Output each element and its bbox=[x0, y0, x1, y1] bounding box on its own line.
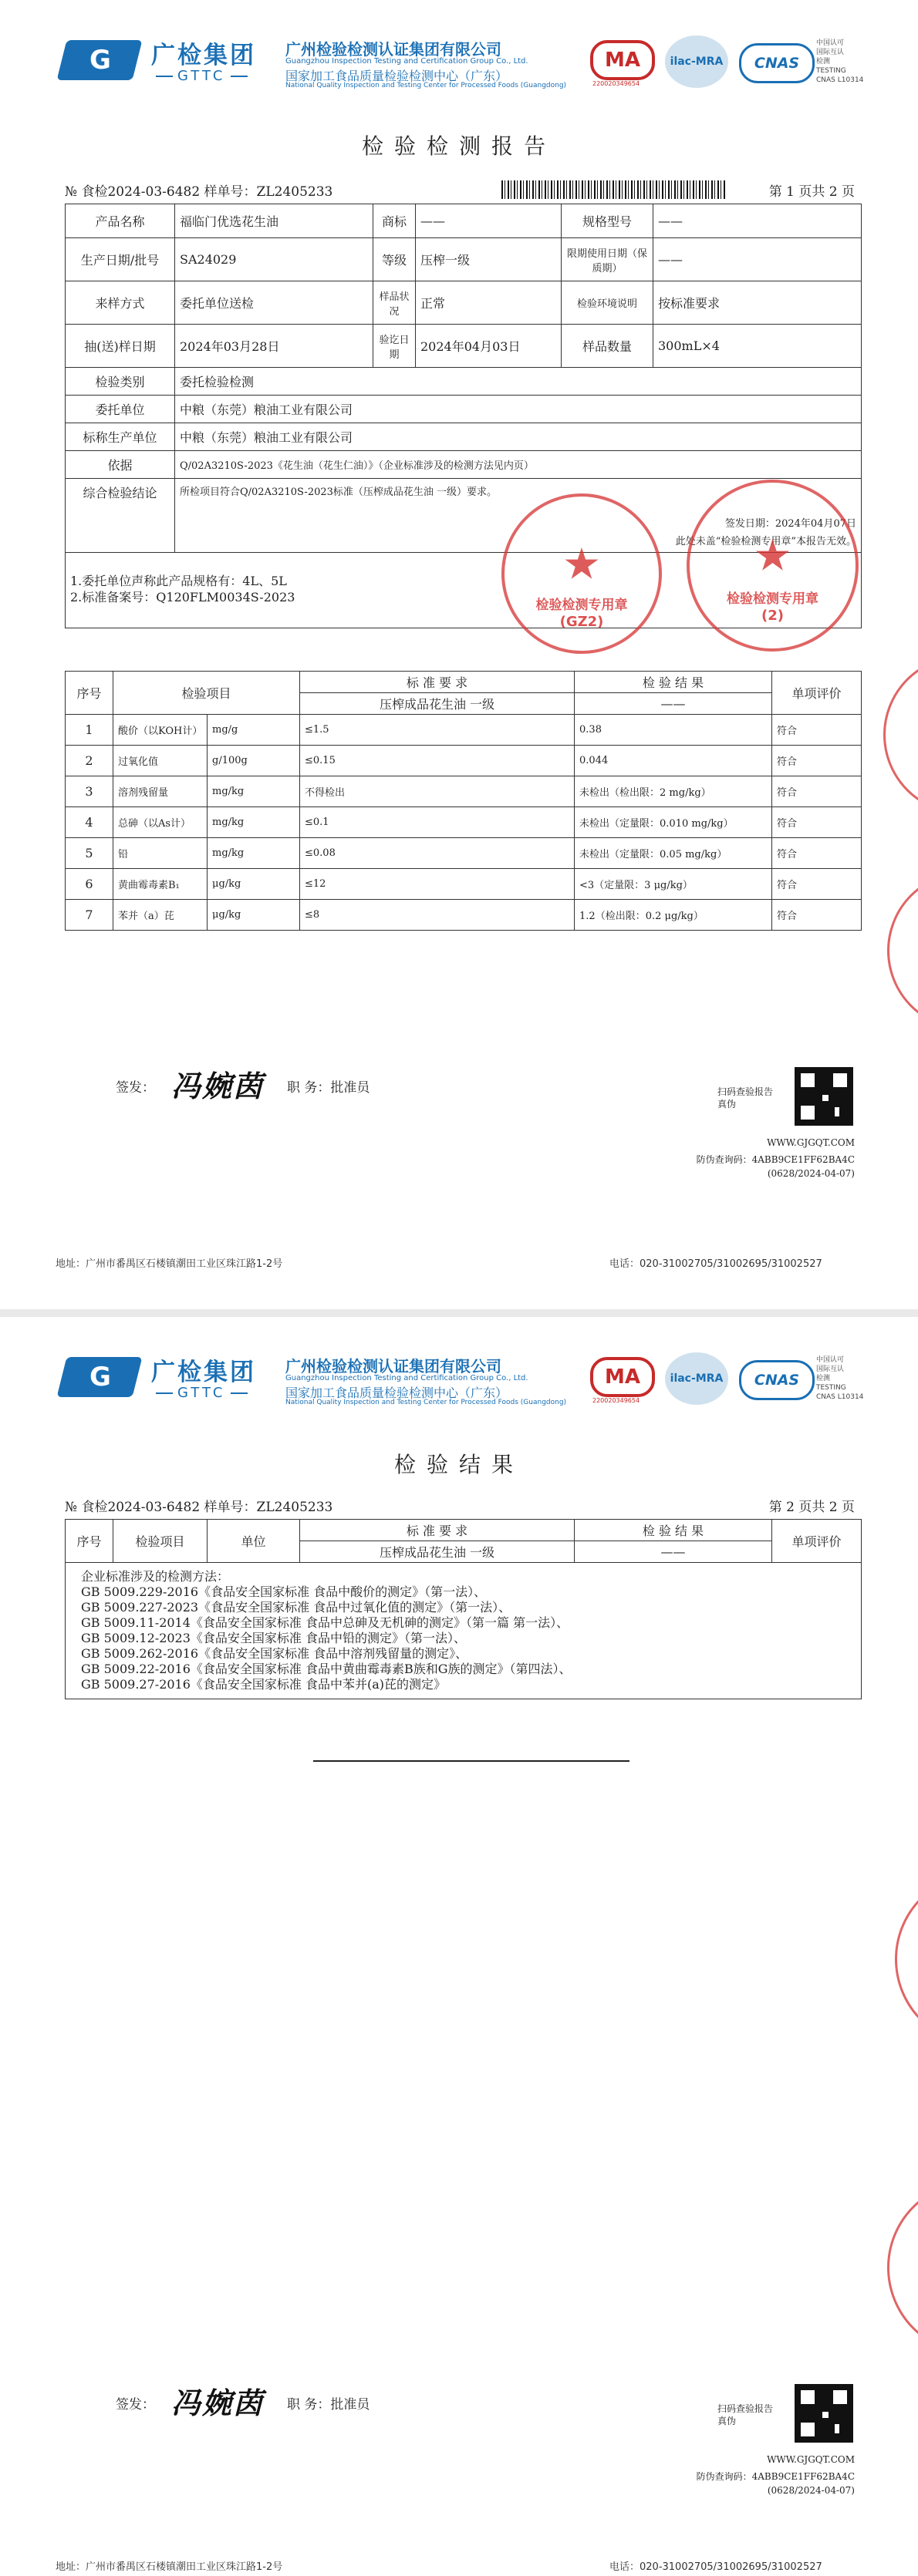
anti-fake-code: 防伪查询码：4ABB9CE1FF62BA4C bbox=[696, 1154, 855, 1165]
table-row: 6 黄曲霉毒素B₁ μg/kg ≤12 <3（定量限：3 μg/kg） 符合 bbox=[66, 869, 862, 900]
table-row: 4 总砷（以As计） mg/kg ≤0.1 未检出（定量限：0.010 mg/kg） 符合 bbox=[66, 807, 862, 838]
qr-code-icon[interactable] bbox=[795, 2384, 853, 2443]
center-name-en: National Quality Inspection and Testing Center for Processed Foods (Guangdong) bbox=[285, 82, 567, 89]
stamp-note: 此处未盖“检验检测专用章”本报告无效。 bbox=[675, 536, 856, 547]
end-line bbox=[313, 1760, 629, 1762]
org-name-en: Guangzhou Inspection Testing and Certification Group Co., Ltd. bbox=[285, 57, 528, 66]
table-row: 3 溶剂残留量 mg/kg 不得检出 未检出（检出限：2 mg/kg） 符合 bbox=[66, 776, 862, 807]
report-number: № 食检2024-03-6482 样单号：ZL2405233 bbox=[65, 1500, 333, 1515]
method-line: GB 5009.27-2016《食品安全国家标准 食品中苯并(a)芘的测定》 bbox=[81, 1677, 447, 1692]
inspection-stamp-left: ★ 检验检测专用章 (GZ2) bbox=[501, 493, 662, 654]
cnas-icon: CNAS bbox=[739, 1360, 815, 1400]
info-table: 产品名称 福临门优选花生油 商标 —— 规格型号 —— 生产日期/批号 SA24029 等级 压榨一级 限期使用日期（保质期） —— 来样方式 委托单位送检 样品状况 正常 检验环境说明 按标准要求 抽(送)样日期 2024年03月28日 验讫日期 2024年04月03日 样品数量 300mL×4 检验类别 委托检验检测 委托单位 中粮（东莞）粮油工业有限公司 标称生产单位 中粮（东莞）粮油工业有限公司 依据 Q/02A3210S-2023《花生油（花生仁油）》（企业标准涉及的检测方法见内页） 综合检验结论 所检项目符合Q/02A3210S-2023标准（压榨成品花生油 一级）要求。 签发日期：2024年04月07日 此处未盖“检验检测专用章”本报告无效。 1.委托单位声称此产品规格有：4L、5L 2.标准备案号：Q120FLM0034S-2023 bbox=[65, 204, 862, 628]
cnas-icon: CNAS bbox=[739, 43, 815, 83]
edge-stamp-1 bbox=[883, 655, 918, 814]
phone: 电话：020-31002705/31002695/31002527 bbox=[609, 1258, 822, 1270]
cma-number: 220020349654 bbox=[592, 80, 640, 87]
edge-stamp-3 bbox=[895, 1872, 918, 2046]
report-number: № 食检2024-03-6482 样单号：ZL2405233 bbox=[65, 184, 333, 200]
method-line: GB 5009.229-2016《食品安全国家标准 食品中酸价的测定》（第一法）、 bbox=[81, 1584, 487, 1599]
qr-code-icon[interactable] bbox=[795, 1067, 853, 1126]
report-page-1: G 广检集团 GTTC 广州检验检测认证集团有限公司 Guangzhou Inspection Testing and Certification Group Co., Ltd. 国家加工食品质量检验检测中心（广东） National Quality Inspection and Testing Center for Processed Foods (Guangdong) MA 220020349654 ilac-MRA CNAS 中国认可 国际互认 检测 TESTING CNAS L10314 检验检测报告 № 食检2024-03-6482 样单号：ZL2405233 第 1 页共 2 页 产品名称 福临门优选花生油 商标 —— 规格型号 —— 生产日期/批号 SA24029 等级 压榨一级 限期使用日期（保质期） —— 来样方式 委托单位送检 样品状况 正常 检验环境说明 按标准要求 抽(送)样日期 2024年03月28日 验讫日期 2024年04月03日 样品数量 300mL×4 检验类别 委托检验检测 委托单位 中粮（东莞）粮油工业有限公司 标称生产单位 中粮（东莞）粮油工业有限公司 依据 Q/02A3210S-2023《花生油（花生仁油）》（企业标准涉及的检测方法见内页） 综合检验结论 所检项目符合Q/02A3210S-2023标准（压榨成品花生油 一级）要求。 签发日期：2024年04月07日 此处未盖“检验检测专用章”本报告无效。 1.委托单位声称此产品规格有：4L、5L 2.标准备案号：Q120FLM0034S-2023 ★ 检验检测专用章 (GZ2) ★ 检验检测专用章 (2) 序号 检验项目 标 准 要 求 检 验 结 果 单项评价 压榨成品花生油 一级 —— 1 酸价（以KOH计） mg/g ≤1.5 0.38 符合 2 过氧化值 g/100g ≤0.15 0.044 符合 3 溶剂残留量 mg/kg 不得检出 未检出（检出限：2 mg/kg） 符合 4 总砷（以As计） mg/kg ≤0.1 未检出（定量限：0.010 mg/kg） 符合 5 铅 mg/kg ≤0.08 未检出（定量限：0.05 mg/kg） 符合 6 黄曲霉毒素B₁ μg/kg ≤12 <3（定量限：3 μg/kg） 符合 7 苯并（a）芘 μg/kg ≤8 1.2（检出限：0.2 μg/kg） 符合 签发： 冯婉茵 职 务：批准员 扫码查验报告真伪 WWW.GJGQT.COM 防伪查询码：4ABB9CE1FF62BA4C (0628/2024-04-07) 地址：广州市番禺区石楼镇潮田工业区珠江路1-2号 电话：020-31002705/31002695/31002527 bbox=[0, 0, 918, 1309]
method-line: GB 5009.12-2023《食品安全国家标准 食品中铅的测定》（第一法）、 bbox=[81, 1631, 467, 1645]
page-title: 检验检测报告 bbox=[361, 133, 556, 159]
methods-table: 序号 检验项目 单位 标 准 要 求 检 验 结 果 单项评价 压榨成品花生油 一级 —— 企业标准涉及的检测方法： GB 5009.229-2016《食品安全国家标准 食品中酸价的测定》（第一法）、 GB 5009.227-2023《食品安全国家标准 食品中过氧化值的测定》（第一法）、 GB 5009.11-2014《食品安全国家标准 食品中总砷及无机砷的测定》（第一篇 第一法）、 GB 5009.12-2023《食品安全国家标准 食品中铅的测定》（第一法）、 GB 5009.262-2016《食品安全国家标准 食品中溶剂残留量的测定》、 GB 5009.22-2016《食品安全国家标准 食品中黄曲霉毒素B族和G族的测定》（第四法）、 GB 5009.27-2016《食品安全国家标准 食品中苯并(a)芘的测定》 bbox=[65, 1519, 862, 1699]
method-line: GB 5009.262-2016《食品安全国家标准 食品中溶剂残留量的测定》、 bbox=[81, 1646, 468, 1661]
sign-label: 签发： bbox=[116, 1080, 155, 1096]
methods-title: 企业标准涉及的检测方法： bbox=[81, 1569, 230, 1584]
ilac-mra-icon: ilac-MRA bbox=[665, 35, 728, 88]
org-name-cn: 广州检验检测认证集团有限公司 bbox=[285, 40, 501, 59]
website: WWW.GJGQT.COM bbox=[767, 1137, 855, 1148]
barcode-icon bbox=[501, 180, 725, 199]
method-line: GB 5009.11-2014《食品安全国家标准 食品中总砷及无机砷的测定》（第一篇 第一法）、 bbox=[81, 1615, 569, 1630]
brand-name: 广检集团 bbox=[151, 42, 256, 69]
ilac-mra-icon: ilac-MRA bbox=[665, 1352, 728, 1405]
page-title: 检验结果 bbox=[393, 1452, 524, 1477]
signature: 冯婉茵 bbox=[171, 1069, 265, 1103]
report-page-2: G 广检集团 GTTC 广州检验检测认证集团有限公司 Guangzhou Inspection Testing and Certification Group Co., Ltd. 国家加工食品质量检验检测中心（广东） National Quality Inspection and Testing Center for Processed Foods (Guangdong) MA 220020349654 ilac-MRA CNAS 中国认可 国际互认 检测 TESTING CNAS L10314 检验结果 № 食检2024-03-6482 样单号：ZL2405233 第 2 页共 2 页 序号 检验项目 单位 标 准 要 求 检 验 结 果 单项评价 压榨成品花生油 一级 —— 企业标准涉及的检测方法： GB 5009.229-2016《食品安全国家标准 食品中酸价的测定》（第一法）、 GB 5009.227-2023《食品安全国家标准 食品中过氧化值的测定》（第一法）、 GB 5009.11-2014《食品安全国家标准 食品中总砷及无机砷的测定》（第一篇 第一法）、 GB 5009.12-2023《食品安全国家标准 食品中铅的测定》（第一法）、 GB 5009.262-2016《食品安全国家标准 食品中溶剂残留量的测定》、 GB 5009.22-2016《食品安全国家标准 食品中黄曲霉毒素B族和G族的测定》（第四法）、 GB 5009.27-2016《食品安全国家标准 食品中苯并(a)芘的测定》 签发： 冯婉茵 职 务：批准员 扫码查验报告真伪 WWW.GJGQT.COM 防伪查询码：4ABB9CE1FF62BA4C (0628/2024-04-07) 地址：广州市番禺区石楼镇潮田工业区珠江路1-2号 电话：020-31002705/31002695/31002527 bbox=[0, 1317, 918, 2576]
method-line: GB 5009.22-2016《食品安全国家标准 食品中黄曲霉毒素B族和G族的测定》（第四法）、 bbox=[81, 1662, 572, 1676]
cnas-side-text: 中国认可 国际互认 检测 TESTING CNAS L10314 bbox=[816, 39, 864, 84]
address: 地址：广州市番禺区石楼镇潮田工业区珠江路1-2号 bbox=[56, 1258, 283, 1270]
page-number: 第 1 页共 2 页 bbox=[768, 184, 855, 200]
remark-1: 1.委托单位声称此产品规格有：4L、5L bbox=[70, 574, 287, 588]
results-table: 序号 检验项目 标 准 要 求 检 验 结 果 单项评价 压榨成品花生油 一级 —— 1 酸价（以KOH计） mg/g ≤1.5 0.38 符合 2 过氧化值 g/100g ≤0.15 0.044 符合 3 溶剂残留量 mg/kg 不得检出 未检出（检出限：2 mg/kg） 符合 4 总砷（以As计） mg/kg ≤0.1 未检出（定量限：0.010 mg/kg） 符合 5 铅 mg/kg ≤0.08 未检出（定量限：0.05 mg/kg） 符合 6 黄曲霉毒素B₁ μg/kg ≤12 <3（定量限：3 μg/kg） 符合 7 苯并（a）芘 μg/kg ≤8 1.2（检出限：0.2 μg/kg） 符合 bbox=[65, 671, 862, 931]
edge-stamp-4 bbox=[887, 2180, 918, 2355]
center-name-cn: 国家加工食品质量检验检测中心（广东） bbox=[285, 69, 508, 83]
table-row: 1 酸价（以KOH计） mg/g ≤1.5 0.38 符合 bbox=[66, 715, 862, 746]
product-name: 福临门优选花生油 bbox=[175, 204, 373, 238]
edge-stamp-2 bbox=[887, 871, 918, 1030]
page-number: 第 2 页共 2 页 bbox=[768, 1500, 855, 1515]
brand-sub: GTTC bbox=[151, 68, 252, 84]
position-label: 职 务：批准员 bbox=[287, 1080, 370, 1096]
method-line: GB 5009.227-2023《食品安全国家标准 食品中过氧化值的测定》（第一法）、 bbox=[81, 1600, 511, 1615]
cma-icon: MA bbox=[590, 40, 655, 80]
table-row: 7 苯并（a）芘 μg/kg ≤8 1.2（检出限：0.2 μg/kg） 符合 bbox=[66, 900, 862, 931]
cma-icon: MA bbox=[590, 1357, 655, 1397]
conclusion: 所检项目符合Q/02A3210S-2023标准（压榨成品花生油 一级）要求。 bbox=[180, 487, 498, 498]
inspection-stamp-right: ★ 检验检测专用章 (2) bbox=[687, 480, 859, 652]
signature: 冯婉茵 bbox=[171, 2386, 265, 2420]
issue-date: 签发日期：2024年04月07日 bbox=[724, 518, 856, 530]
table-row: 2 过氧化值 g/100g ≤0.15 0.044 符合 bbox=[66, 746, 862, 776]
remark-2: 2.标准备案号：Q120FLM0034S-2023 bbox=[70, 590, 295, 604]
report-code: (0628/2024-04-07) bbox=[767, 1168, 855, 1179]
scan-hint: 扫码查验报告真伪 bbox=[717, 1086, 774, 1110]
table-row: 5 铅 mg/kg ≤0.08 未检出（定量限：0.05 mg/kg） 符合 bbox=[66, 838, 862, 869]
